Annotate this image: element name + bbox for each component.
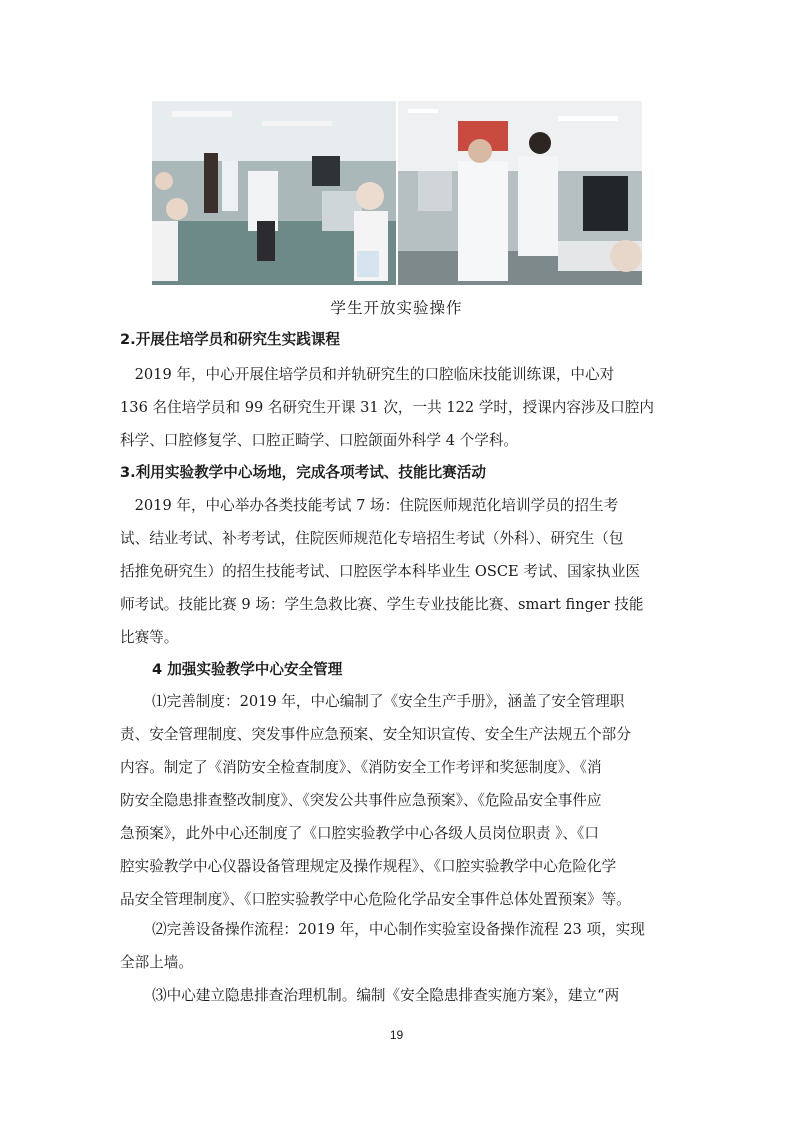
text-line: 师考试。技能比赛 9 场：学生急救比赛、学生专业技能比赛、smart finger 技能 [120,596,644,613]
text-line: 2019 年，中心开展住培学员和并轨研究生的口腔临床技能训练课，中心对 [120,366,615,383]
paragraph-postgrad-courses [120,363,680,453]
text-line: ⑶中心建立隐患排查治理机制。编制《安全隐患排查实施方案》，建立“两 [152,987,620,1004]
paragraph-hazard-inspection [120,984,680,1008]
text-line: ⑴完善制度：2019 年，中心编制了《安全生产手册》，涵盖了安全管理职 [152,693,625,710]
text-line: 防安全隐患排查整改制度》、《突发公共事件应急预案》、《危险品安全事件应 [120,792,602,809]
figure-caption: 学生开放实验操作 [330,299,463,317]
text-line: 责、安全管理制度、突发事件应急预案、安全知识宣传、安全生产法规五个部分 [120,726,631,743]
text-line: 腔实验教学中心仪器设备管理规定及操作规程》、《口腔实验教学中心危险化学 [120,858,617,875]
text-line: 品安全管理制度》、《口腔实验教学中心危险化学品安全事件总体处置预案》等。 [120,891,631,908]
text-line: ⑵完善设备操作流程：2019 年，中心制作实验室设备操作流程 23 项，实现 [152,921,645,938]
section-heading-2: 2.开展住培学员和研究生实践课程 [120,331,341,348]
paragraph-safety-rules [120,690,680,912]
text-line: 比赛等。 [120,629,179,646]
paragraph-exams [120,494,680,650]
text-line: 2019 年，中心举办各类技能考试 7 场：住院医师规范化培训学员的招生考 [120,497,619,514]
text-line: 内容。制定了《消防安全检查制度》、《消防安全工作考评和奖惩制度》、《消 [120,759,602,776]
photo-lab-teachers [398,101,642,285]
section-heading-4: 4 加强实验教学中心安全管理 [152,661,343,678]
text-line: 试、结业考试、补考考试，住院医师规范化专培招生考试（外科）、研究生（包 [120,530,624,547]
section-heading-3: 3.利用实验教学中心场地，完成各项考试、技能比赛活动 [120,464,486,481]
text-line: 科学、口腔修复学、口腔正畸学、口腔颌面外科学 4 个学科。 [120,432,519,449]
photo-lab-students [152,101,396,285]
paragraph-equipment-procedures [120,918,680,975]
text-line: 全部上墙。 [120,954,193,971]
text-line: 括推免研究生）的招生技能考试、口腔医学本科毕业生 OSCE 考试、国家执业医 [120,563,641,580]
text-line: 急预案》，此外中心还制度了《口腔实验教学中心各级人员岗位职责 》、《口 [120,825,599,842]
page-number: 19 [389,1028,404,1042]
text-line: 136 名住培学员和 99 名研究生开课 31 次，一共 122 学时，授课内容涉及口腔内 [120,399,654,416]
photo-strip [152,101,642,285]
